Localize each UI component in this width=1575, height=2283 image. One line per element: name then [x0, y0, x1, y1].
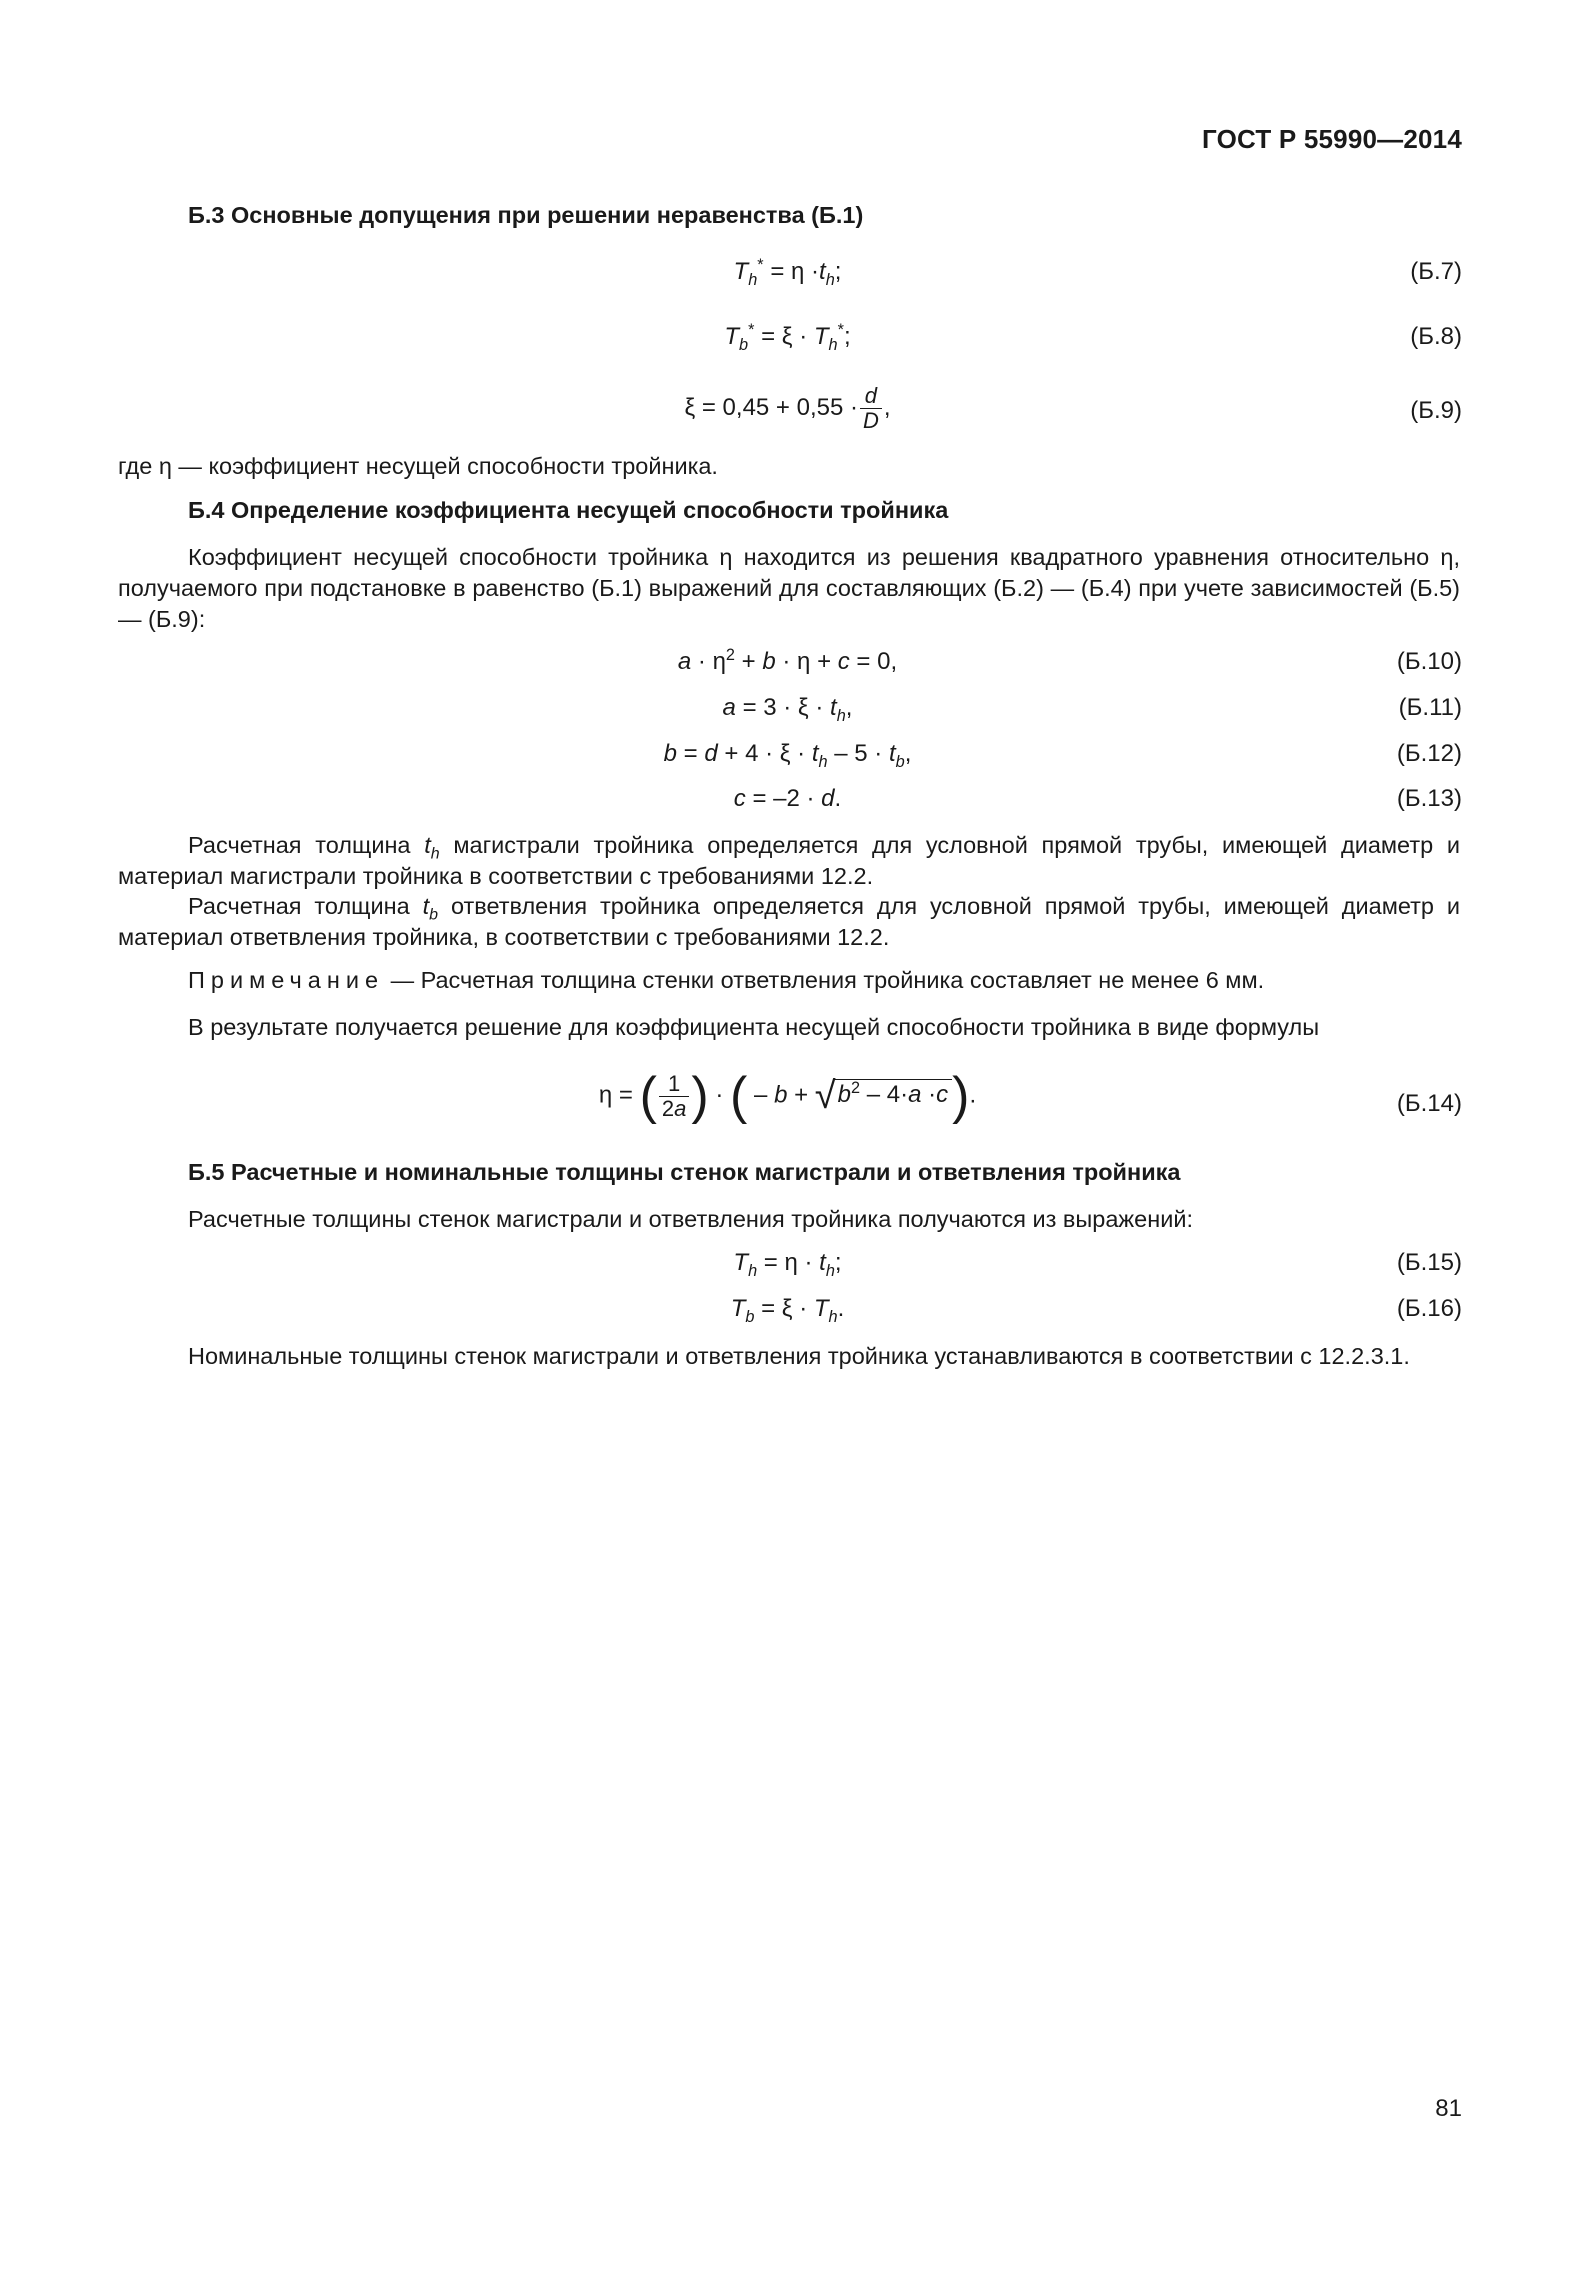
formula-b13-number: (Б.13): [1396, 785, 1462, 812]
formula-b8: $T_b^* = \xi \cdot T_h^*$;: [724, 321, 851, 354]
formula-b7: $T_h^* = \eta \cdot t_h$;: [733, 256, 842, 289]
formula-b9: [0, 384, 1575, 433]
formula-b15-number: (Б.15): [1396, 1249, 1462, 1276]
formula-b9-number: (Б.9): [1410, 397, 1462, 424]
paragraph-th-start: Расчетная толщина: [188, 832, 411, 858]
paragraph-tb-start: Расчетная толщина: [188, 893, 410, 919]
formula-b9-numerator: d: [860, 384, 882, 409]
formula-b10: $a \cdot \eta^2 + b \cdot \eta + c = 0$,: [677, 646, 898, 675]
section-b3-heading: Б.3 Основные допущения при решении неравенства (Б.1): [188, 202, 864, 228]
formula-b9-denominator: D: [862, 408, 879, 433]
formula-b9-fraction: [860, 384, 882, 433]
paragraph-th-rest: магистрали тройника определяется для условной прямой трубы, имеющей диаметр и материал магистрали тройника в соответствии с требованиями 12.2.: [118, 832, 1461, 889]
formula-b7-number: (Б.7): [1410, 258, 1462, 285]
formula-b9-start: ξ = 0,45 + 0,55 ·: [684, 393, 858, 421]
formula-b16: $T_b = \xi \cdot T_h$.: [730, 1295, 845, 1326]
formula-b16-number: (Б.16): [1396, 1295, 1462, 1322]
note-paragraph: [118, 965, 1460, 996]
formula-b12-number: (Б.12): [1396, 740, 1462, 767]
formula-b11-number: (Б.11): [1398, 694, 1462, 721]
paragraph-tb-rest: ответвления тройника определяется для условной прямой трубы, имеющей диаметр и материал ответвления тройника, в соответствии с требованиями 12.2.: [118, 893, 1461, 950]
note-text: — Расчетная толщина стенки ответвления тройника составляет не менее 6 мм.: [390, 967, 1265, 993]
formula-b11: $a = 3 \cdot \xi \cdot t_h$,: [722, 694, 853, 725]
formula-b9-end: ,: [883, 393, 891, 421]
formula-b15: $T_h = \eta \cdot t_h$;: [733, 1249, 842, 1280]
paragraph-th: Расчетная толщина $t_h$ магистрали тройника определяется для условной прямой трубы, имеющей диаметр и материал магистрали тройника в соответствии с требованиями 12.2.: [118, 832, 1461, 889]
result-line: В результате получается решение для коэффициента несущей способности тройника в виде формулы: [188, 1014, 1320, 1040]
section-b5-heading: Б.5 Расчетные и номинальные толщины стенок магистрали и ответвления тройника: [188, 1159, 1181, 1185]
formula-b14: η = ( $\frac{1}{2a}$ ) · ( – $b + √b^2 - 4\cdot a \cdot c$).: [598, 1067, 977, 1125]
document-id-header: ГОСТ Р 55990—2014: [1202, 124, 1462, 154]
section-b4-heading: Б.4 Определение коэффициента несущей способности тройника: [188, 497, 949, 523]
final-paragraph: Номинальные толщины стенок магистрали и ответвления тройника устанавливаются в соответствии с 12.2.3.1.: [188, 1343, 1410, 1369]
section-b5-intro: Расчетные толщины стенок магистрали и ответвления тройника получаются из выражений:: [188, 1206, 1193, 1232]
paragraph-tb: Расчетная толщина $t_b$ ответвления тройника определяется для условной прямой трубы, имеющей диаметр и материал ответвления тройника, в соответствии с требованиями 12.2.: [118, 893, 1461, 950]
where-line: где η — коэффициент несущей способности тройника.: [118, 453, 718, 479]
formula-b12: $b = d + 4 \cdot \xi \cdot t_h - 5 \cdot t_b$,: [663, 740, 912, 771]
section-b4-intro: Коэффициент несущей способности тройника η находится из решения квадратного уравнения относительно η, получаемого при подстановке в равенство (Б.1) выражений для составляющих (Б.2) — (Б.4) при учете зависимостей (Б.5) — (Б.9):: [118, 544, 1460, 632]
formula-b13: c = –2 · d.: [733, 785, 842, 812]
page-number: 81: [1435, 2095, 1462, 2122]
formula-b8-number: (Б.8): [1410, 323, 1462, 350]
note-label: Примечание: [188, 967, 385, 993]
formula-b14-number: (Б.14): [1396, 1090, 1462, 1117]
formula-b10-number: (Б.10): [1396, 648, 1462, 675]
